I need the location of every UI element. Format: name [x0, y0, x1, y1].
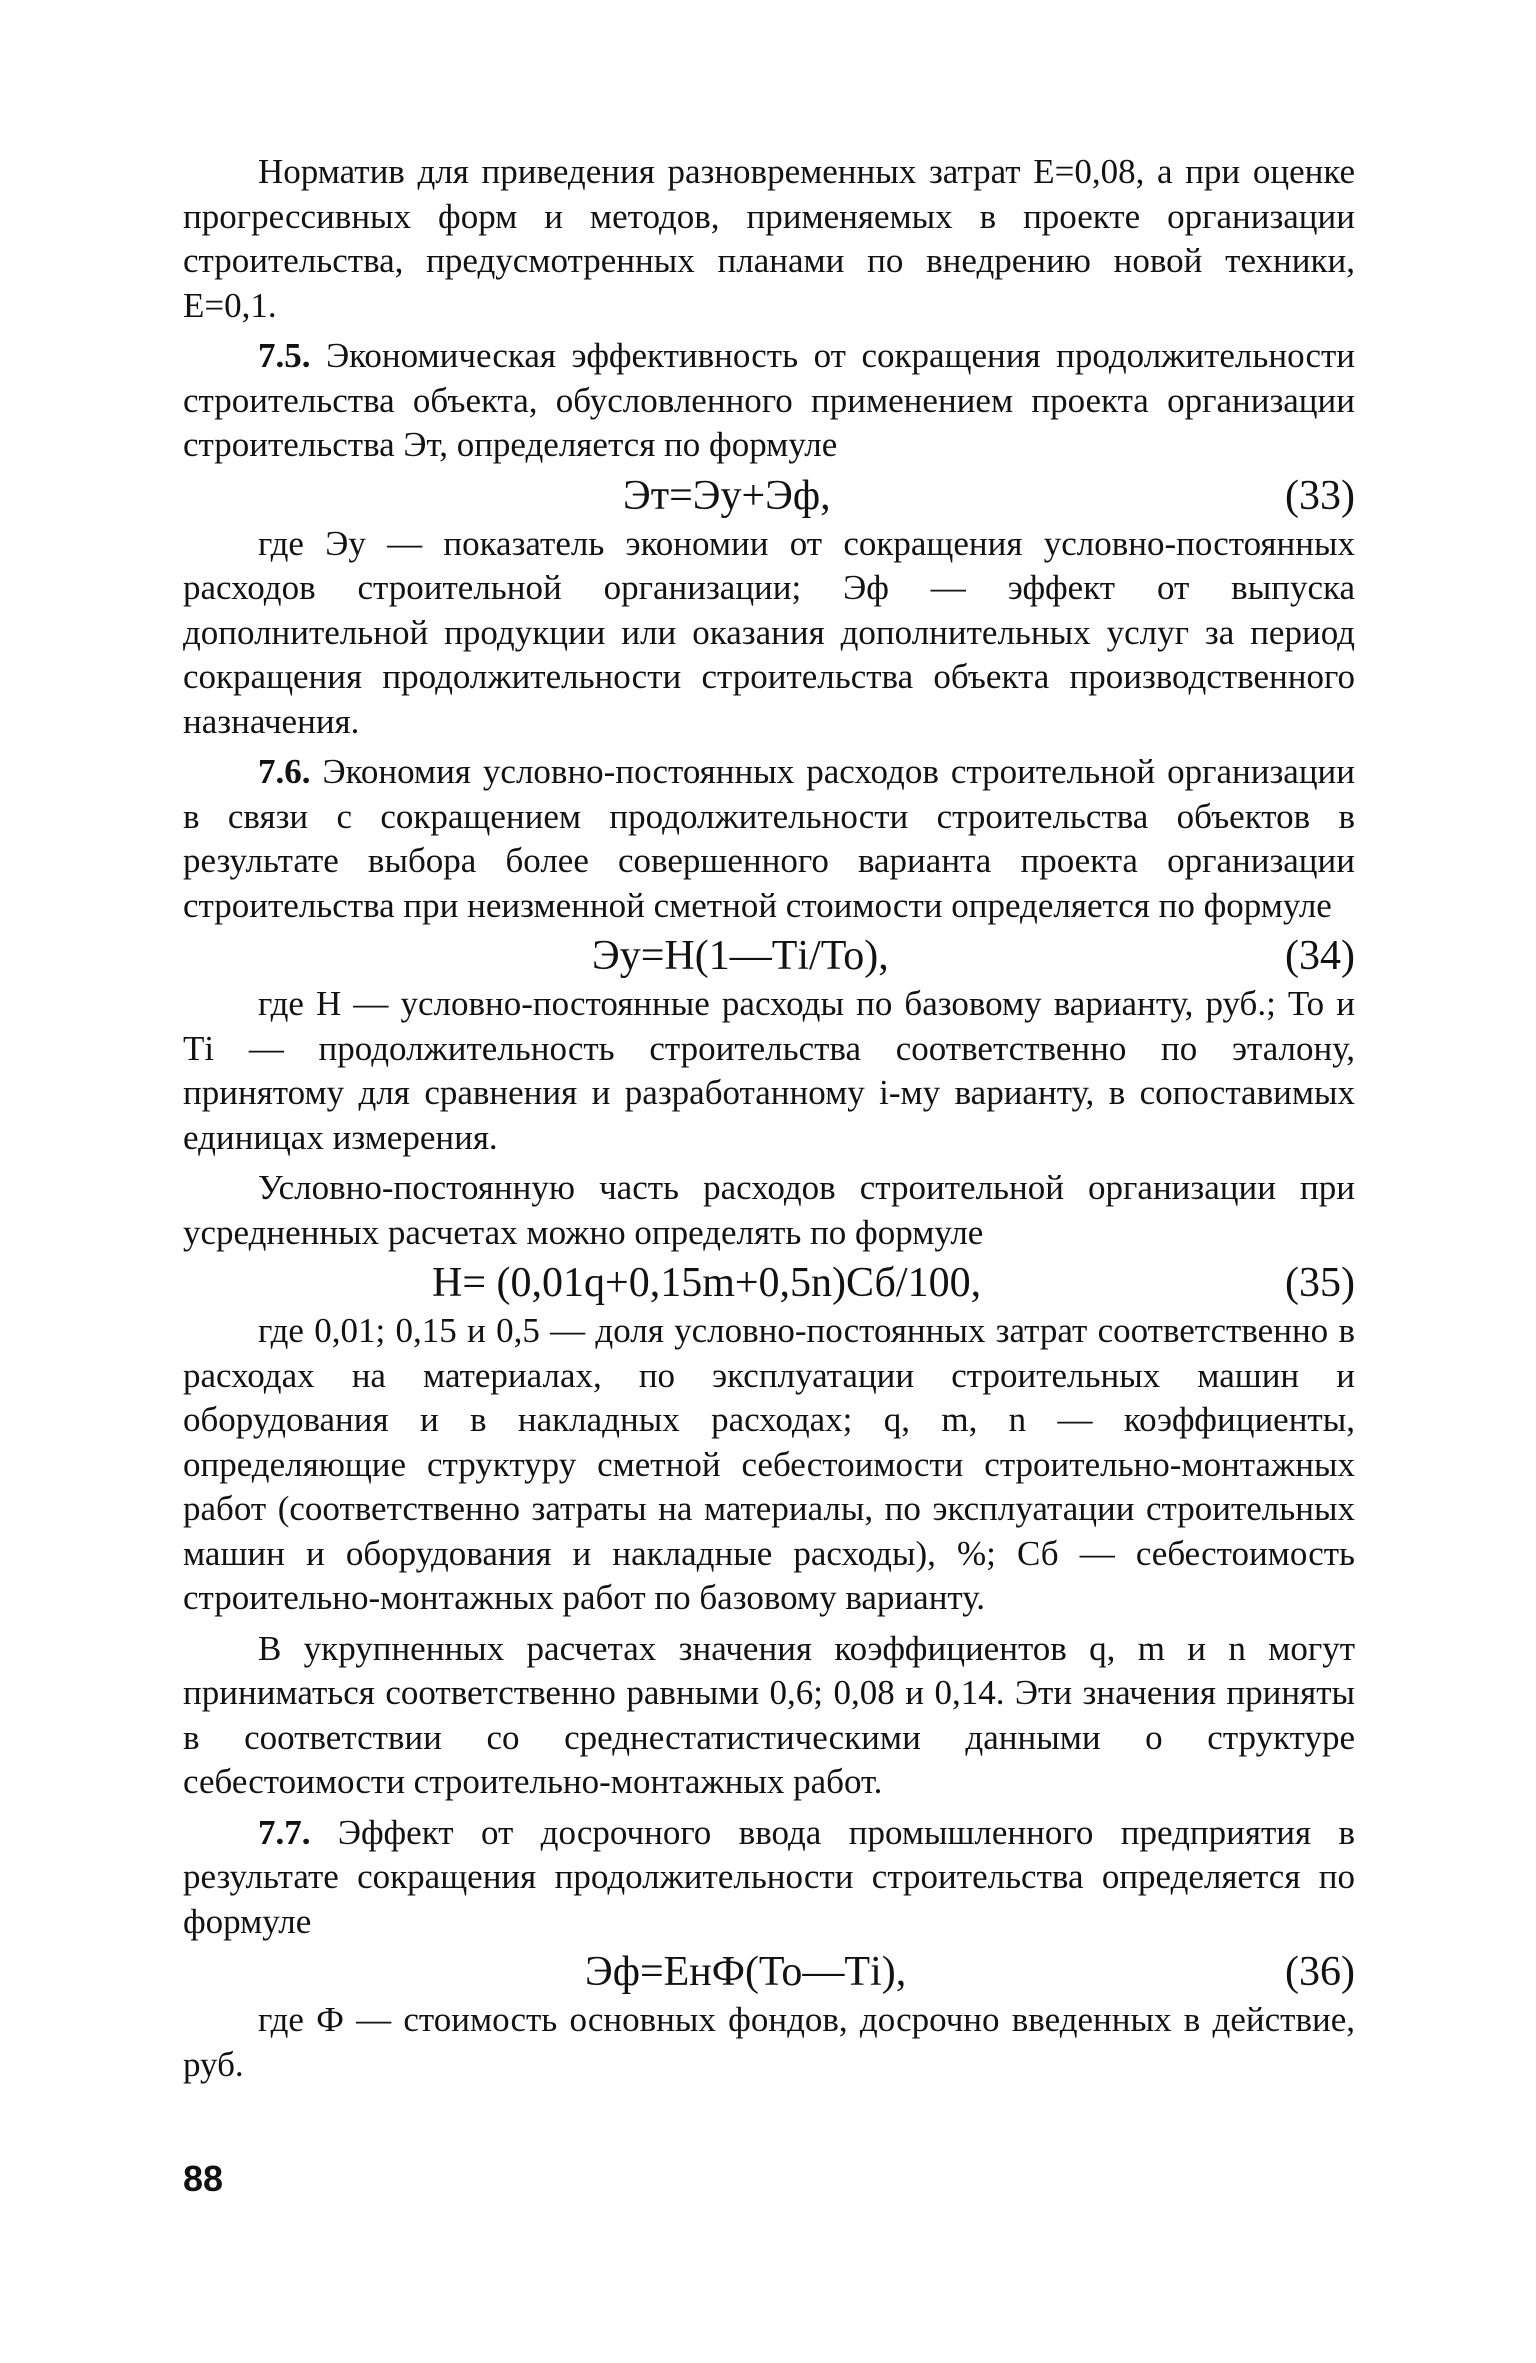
formula-36-expression: Эф=ЕнФ(То—Тi),: [585, 1949, 907, 1995]
formula-34-expression: Эу=Н(1—Тi/То),: [592, 933, 889, 979]
page-number: 88: [183, 2158, 224, 2199]
paragraph-norm: Норматив для приведения разновременных затрат Е=0,08, а при оценке прогрессивных форм и методов, применяемых в проекте организации строительства, предусмотренных планами по внедрению новой техники, Е=0,1.: [183, 152, 1355, 325]
section-number-7-5: 7.5.: [258, 336, 311, 375]
paragraph-7-5-text: Экономическая эффективность от сокращения продолжительности строительства объекта, обусловленного применением проекта организации строительства Эт, определяется по формуле: [183, 336, 1356, 464]
formula-33: [183, 470, 1355, 522]
formula-33-expression: Эт=Эу+Эф,: [623, 472, 831, 519]
paragraph-where-34: где Н — условно-постоянные расходы по базовому варианту, руб.; То и Тi — продолжительность строительства соответственно по эталону, принятому для сравнения и разработанному i-му варианту, в сопоставимых единицах измерения.: [183, 984, 1355, 1157]
formula-36: [183, 1946, 1355, 1998]
section-number-7-7: 7.7.: [258, 1812, 311, 1852]
paragraph-where-33: где Эу — показатель экономии от сокращения условно-постоянных расходов строительной организации; Эф — эффект от выпуска дополнительной продукции или оказания дополнительных услуг за период сокращения продолжительности строительства объекта производственного назначения.: [183, 523, 1355, 741]
paragraph-7-6-text: Экономия условно-постоянных расходов строительной организации в связи с сокращением продолжительности строительства объектов в результате выбора более совершенного варианта проекта организации строительства при неизменной сметной стоимости определяется по формуле: [183, 752, 1356, 925]
paragraph-7-7-text: Эффект от досрочного ввода промышленного предприятия в результате сокращения продолжительности строительства определяется по формуле: [183, 1812, 1355, 1941]
formula-36-number: (36): [1285, 1949, 1355, 1995]
formula-33-number: (33): [1285, 472, 1355, 519]
formula-35-expression: Н= (0,01q+0,15m+0,5n)Сб/100,: [432, 1260, 982, 1306]
paragraph-7-7: [183, 1811, 1355, 1945]
formula-34: [183, 930, 1355, 982]
page-body: [183, 150, 1355, 2087]
formula-35: [183, 1257, 1355, 1309]
paragraph-where-35: где 0,01; 0,15 и 0,5 — доля условно-постоянных затрат соответственно в расходах на материалах, по эксплуатации строительных машин и оборудования и в накладных расходах; q, m, n — коэффициенты, определяющие структуру сметной себестоимости строительно-монтажных работ (соответственно затраты на материалы, по эксплуатации строительных машин и оборудования и накладные расходы), %; Сб — себестоимость строительно-монтажных работ по базовому варианту.: [183, 1311, 1355, 1617]
paragraph-semi-fixed: Условно-постоянную часть расходов строительной организации при усредненных расчетах можно определять по формуле: [183, 1168, 1355, 1252]
paragraph-7-6: [183, 750, 1355, 928]
paragraph-7-5: [183, 334, 1355, 468]
formula-34-number: (34): [1285, 933, 1355, 979]
section-number-7-6: 7.6.: [258, 752, 311, 791]
paragraph-coefficients: В укрупненных расчетах значения коэффициентов q, m и n могут приниматься соответственно равными 0,6; 0,08 и 0,14. Эти значения приняты в соответствии со среднестатистическими данными о структуре себестоимости строительно-монтажных работ.: [183, 1628, 1355, 1801]
formula-35-number: (35): [1285, 1260, 1355, 1306]
paragraph-where-36: где Ф — стоимость основных фондов, досрочно введенных в действие, руб.: [183, 2000, 1355, 2084]
